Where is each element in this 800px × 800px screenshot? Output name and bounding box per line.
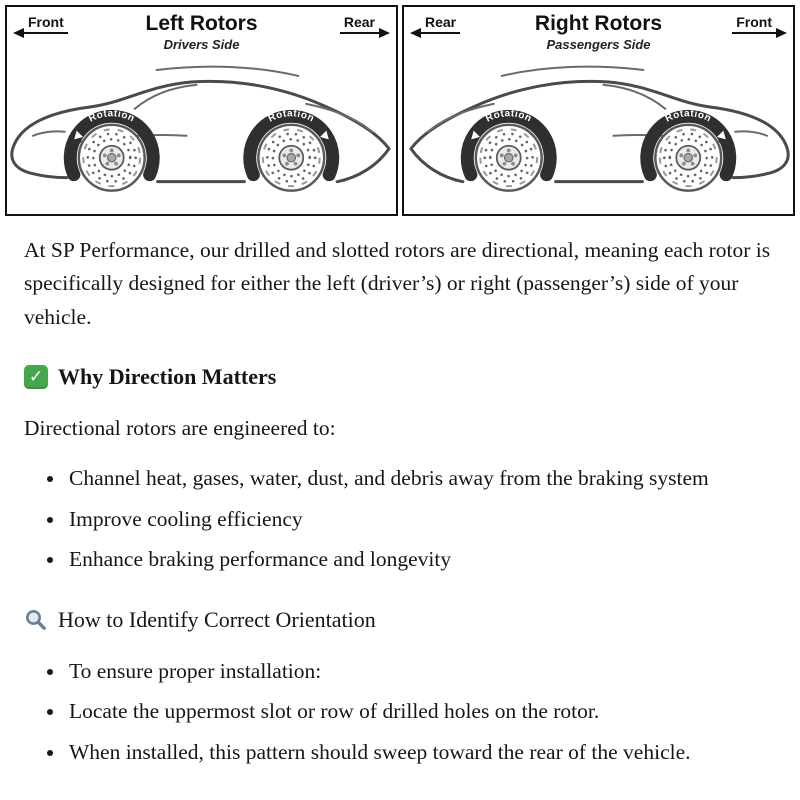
- rotation-label-rear-left: Rotation: [266, 108, 317, 125]
- rear-direction-arrow: [312, 14, 390, 34]
- front-label: Front: [24, 14, 68, 34]
- list-item: • When installed, this pattern should sweep toward the rear of the vehicle.: [66, 736, 774, 770]
- arrow-left-icon: [13, 28, 24, 38]
- section-heading-why-direction-matters: [24, 360, 774, 394]
- right-panel-subtitle: Passengers Side: [546, 37, 651, 52]
- section1-heading-text: Why Direction Matters: [58, 364, 277, 390]
- list-item: • Enhance braking performance and longevity: [66, 543, 774, 577]
- magnifier-icon: [24, 608, 48, 632]
- front-label: Front: [732, 14, 776, 34]
- left-rotors-panel: [5, 5, 398, 216]
- arrow-right-icon: [379, 28, 390, 38]
- right-panel-title: Right Rotors: [534, 12, 663, 35]
- right-car-illustration: [404, 52, 793, 214]
- section2-heading-text: How to Identify Correct Orientation: [58, 606, 376, 632]
- section1-lead: Directional rotors are engineered to:: [24, 416, 336, 441]
- list-item: • Locate the uppermost slot or row of drilled holes on the rotor.: [66, 695, 774, 729]
- list-item: • Improve cooling efficiency: [66, 503, 774, 537]
- rear-direction-arrow: [410, 14, 488, 34]
- left-panel-subtitle: Drivers Side: [163, 37, 240, 52]
- left-panel-title: Left Rotors: [145, 12, 258, 35]
- rotation-label-rear-right: Rotation: [663, 108, 714, 125]
- rear-label: Rear: [421, 14, 460, 34]
- list-item: • Channel heat, gases, water, dust, and debris away from the braking system: [66, 462, 774, 496]
- intro-paragraph: At SP Performance, our drilled and slotted rotors are directional, meaning each rotor is specifically designed for either the left (driver’s) or right (passenger’s) side of your vehicle.: [24, 237, 771, 329]
- arrow-left-icon: [410, 28, 421, 38]
- right-panel-header: [404, 7, 793, 52]
- front-direction-arrow: [709, 14, 787, 34]
- rear-label: Rear: [340, 14, 379, 34]
- right-rotors-panel: [402, 5, 795, 216]
- rotation-label-front-left: Rotation: [87, 108, 137, 125]
- arrow-right-icon: [776, 28, 787, 38]
- section-heading-identify-orientation: [24, 603, 774, 637]
- rotation-label-front-right: Rotation: [484, 108, 534, 125]
- front-direction-arrow: [13, 14, 91, 34]
- article-body: [0, 218, 800, 770]
- check-icon: ✓: [24, 365, 48, 389]
- section2-bullet-list: [24, 655, 774, 770]
- left-car-illustration: [7, 52, 396, 214]
- rotor-direction-diagram: [0, 0, 800, 218]
- section1-bullet-list: [24, 462, 774, 577]
- left-panel-header: [7, 7, 396, 52]
- list-item: • To ensure proper installation:: [66, 655, 774, 689]
